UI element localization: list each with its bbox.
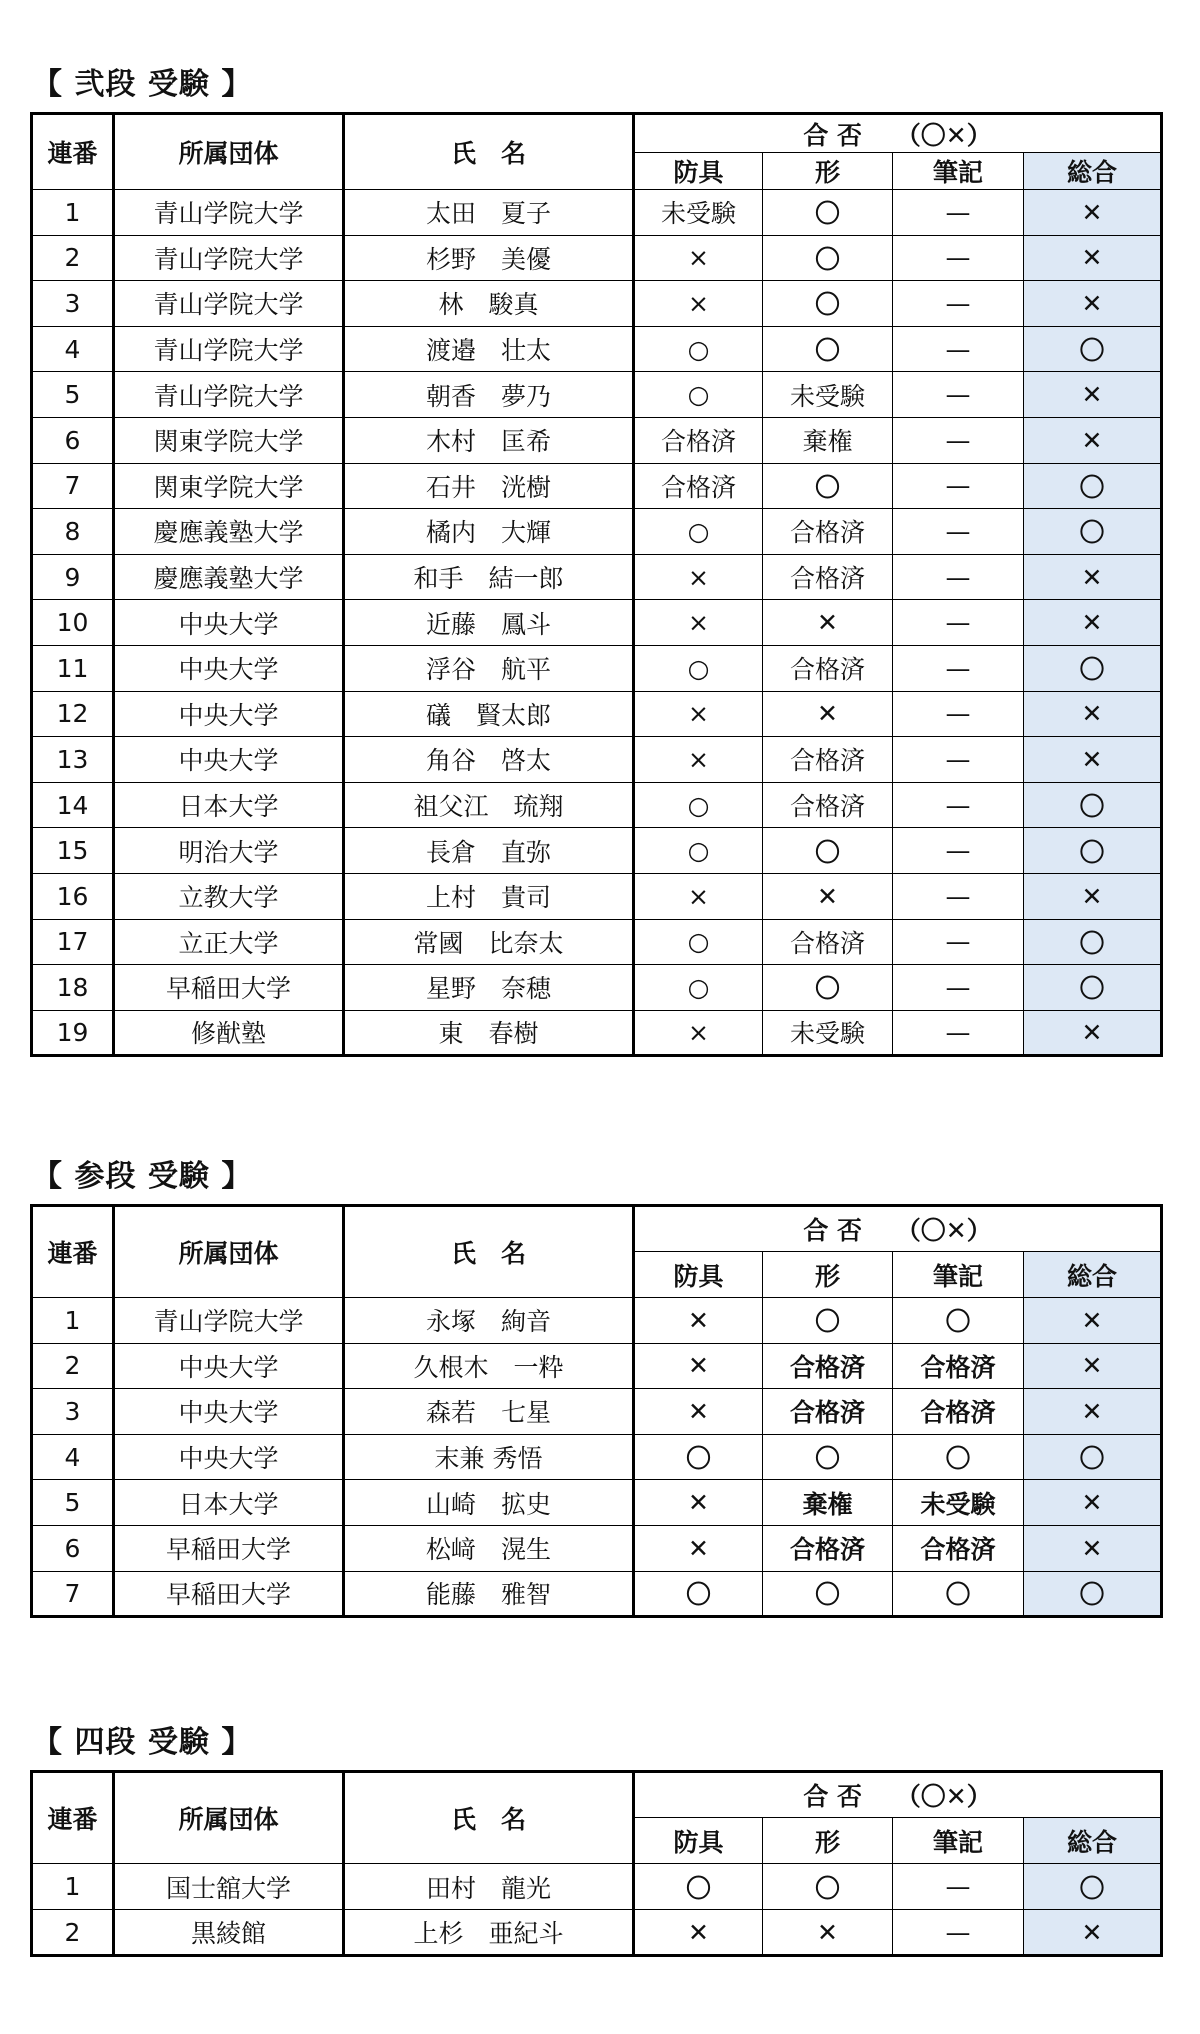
cell-org: 日本大学 [114, 782, 344, 828]
cell-seq: 3 [32, 1389, 114, 1435]
cell-bogu: ○ [634, 828, 763, 874]
table-row [32, 372, 1162, 418]
cell-org: 国士舘大学 [114, 1864, 344, 1910]
cell-kata: 〇 [763, 1434, 893, 1480]
cell-bogu: 合格済 [634, 417, 763, 463]
cell-sogo: ✕ [1024, 417, 1162, 463]
cell-seq: 9 [32, 554, 114, 600]
cell-kata: ✕ [763, 600, 893, 646]
cell-name: 近藤 鳳斗 [344, 600, 634, 646]
cell-bogu: × [634, 691, 763, 737]
cell-name: 石井 洸樹 [344, 463, 634, 509]
cell-name: 末兼 秀悟 [344, 1434, 634, 1480]
table-row [32, 463, 1162, 509]
table-row [32, 1389, 1162, 1435]
cell-kata: 合格済 [763, 737, 893, 783]
cell-hikki: — [893, 463, 1024, 509]
table-row [32, 417, 1162, 463]
cell-name: 森若 七星 [344, 1389, 634, 1435]
header-hikki: 筆記 [893, 1818, 1024, 1864]
cell-name: 田村 龍光 [344, 1864, 634, 1910]
table-row [32, 691, 1162, 737]
cell-name: 杉野 美優 [344, 235, 634, 281]
cell-seq: 2 [32, 1910, 114, 1956]
table-row [32, 326, 1162, 372]
cell-sogo: 〇 [1024, 919, 1162, 965]
cell-sogo: 〇 [1024, 782, 1162, 828]
cell-bogu: × [634, 235, 763, 281]
table-row [32, 1910, 1162, 1956]
cell-bogu: ✕ [634, 1343, 763, 1389]
table-row [32, 1298, 1162, 1344]
cell-seq: 12 [32, 691, 114, 737]
cell-org: 慶應義塾大学 [114, 554, 344, 600]
cell-org: 関東学院大学 [114, 463, 344, 509]
cell-sogo: 〇 [1024, 1864, 1162, 1910]
cell-hikki: — [893, 1864, 1024, 1910]
cell-hikki: 未受験 [893, 1480, 1024, 1526]
cell-bogu: × [634, 281, 763, 327]
cell-org: 立正大学 [114, 919, 344, 965]
cell-bogu: 合格済 [634, 463, 763, 509]
cell-seq: 1 [32, 1298, 114, 1344]
header-bogu: 防具 [634, 153, 763, 190]
cell-org: 中央大学 [114, 737, 344, 783]
cell-org: 早稲田大学 [114, 965, 344, 1011]
cell-sogo: 〇 [1024, 1434, 1162, 1480]
cell-name: 長倉 直弥 [344, 828, 634, 874]
cell-sogo: 〇 [1024, 828, 1162, 874]
cell-hikki: — [893, 372, 1024, 418]
cell-bogu: 未受験 [634, 190, 763, 236]
cell-hikki: — [893, 1910, 1024, 1956]
cell-kata: 合格済 [763, 645, 893, 691]
cell-name: 上杉 亜紀斗 [344, 1910, 634, 1956]
cell-hikki: — [893, 281, 1024, 327]
table-row [32, 1434, 1162, 1480]
cell-seq: 10 [32, 600, 114, 646]
cell-kata: 〇 [763, 190, 893, 236]
cell-kata: 未受験 [763, 372, 893, 418]
cell-name: 浮谷 航平 [344, 645, 634, 691]
cell-bogu: ✕ [634, 1525, 763, 1571]
cell-kata: 〇 [763, 326, 893, 372]
cell-seq: 19 [32, 1010, 114, 1056]
cell-org: 黒綾館 [114, 1910, 344, 1956]
cell-sogo: ✕ [1024, 600, 1162, 646]
cell-hikki: 〇 [893, 1298, 1024, 1344]
table-row [32, 281, 1162, 327]
table-row [32, 645, 1162, 691]
cell-sogo: ✕ [1024, 1298, 1162, 1344]
cell-seq: 8 [32, 509, 114, 555]
table-body [32, 1298, 1162, 1617]
cell-name: 太田 夏子 [344, 190, 634, 236]
cell-kata: 棄権 [763, 417, 893, 463]
cell-sogo: ✕ [1024, 691, 1162, 737]
cell-hikki: — [893, 326, 1024, 372]
cell-hikki: — [893, 919, 1024, 965]
header-seq: 連番 [32, 1206, 114, 1298]
cell-seq: 6 [32, 1525, 114, 1571]
cell-bogu: × [634, 873, 763, 919]
cell-org: 中央大学 [114, 600, 344, 646]
cell-bogu: ✕ [634, 1910, 763, 1956]
table-row [32, 554, 1162, 600]
cell-sogo: ✕ [1024, 1910, 1162, 1956]
cell-org: 青山学院大学 [114, 190, 344, 236]
section-title: 【 弐段 受験 】 [32, 67, 253, 102]
cell-kata: 合格済 [763, 782, 893, 828]
cell-kata: 合格済 [763, 1343, 893, 1389]
table-row [32, 737, 1162, 783]
cell-name: 山崎 拡史 [344, 1480, 634, 1526]
cell-org: 修猷塾 [114, 1010, 344, 1056]
cell-hikki: — [893, 965, 1024, 1011]
cell-hikki: — [893, 645, 1024, 691]
cell-sogo: 〇 [1024, 326, 1162, 372]
cell-org: 中央大学 [114, 691, 344, 737]
cell-sogo: 〇 [1024, 645, 1162, 691]
cell-bogu: ○ [634, 326, 763, 372]
table-row [32, 782, 1162, 828]
cell-bogu: 〇 [634, 1864, 763, 1910]
cell-kata: 合格済 [763, 1389, 893, 1435]
cell-name: 朝香 夢乃 [344, 372, 634, 418]
header-bogu: 防具 [634, 1252, 763, 1298]
header-kata: 形 [763, 1252, 893, 1298]
results-table [30, 1204, 1163, 1618]
cell-sogo: ✕ [1024, 190, 1162, 236]
cell-kata: 〇 [763, 1864, 893, 1910]
cell-bogu: ○ [634, 509, 763, 555]
cell-hikki: 合格済 [893, 1343, 1024, 1389]
cell-seq: 4 [32, 1434, 114, 1480]
cell-name: 星野 奈穂 [344, 965, 634, 1011]
cell-seq: 4 [32, 326, 114, 372]
section-yondan [30, 1716, 1160, 1957]
cell-name: 久根木 一粋 [344, 1343, 634, 1389]
cell-bogu: ✕ [634, 1389, 763, 1435]
cell-name: 橘内 大輝 [344, 509, 634, 555]
header-name: 氏 名 [344, 1772, 634, 1864]
section-title: 【 参段 受験 】 [32, 1159, 253, 1194]
section-nidan [30, 58, 1160, 1057]
cell-hikki: — [893, 782, 1024, 828]
cell-seq: 5 [32, 1480, 114, 1526]
cell-bogu: 〇 [634, 1571, 763, 1617]
cell-hikki: — [893, 554, 1024, 600]
results-table [30, 1770, 1163, 1957]
cell-org: 早稲田大学 [114, 1571, 344, 1617]
cell-name: 松﨑 滉生 [344, 1525, 634, 1571]
header-org: 所属団体 [114, 114, 344, 190]
cell-org: 明治大学 [114, 828, 344, 874]
cell-hikki: — [893, 509, 1024, 555]
section-sandan [30, 1150, 1160, 1618]
cell-sogo: ✕ [1024, 1525, 1162, 1571]
cell-bogu: ○ [634, 919, 763, 965]
cell-org: 青山学院大学 [114, 235, 344, 281]
cell-sogo: ✕ [1024, 1480, 1162, 1526]
cell-name: 木村 匡希 [344, 417, 634, 463]
cell-kata: 〇 [763, 965, 893, 1011]
cell-name: 東 春樹 [344, 1010, 634, 1056]
header-result: 合 否 （〇✕） [634, 1206, 1162, 1252]
cell-name: 能藤 雅智 [344, 1571, 634, 1617]
cell-bogu: × [634, 1010, 763, 1056]
cell-kata: ✕ [763, 1910, 893, 1956]
table-row [32, 235, 1162, 281]
cell-bogu: ○ [634, 782, 763, 828]
cell-bogu: ✕ [634, 1298, 763, 1344]
cell-kata: 未受験 [763, 1010, 893, 1056]
cell-bogu: × [634, 600, 763, 646]
header-kata: 形 [763, 153, 893, 190]
cell-kata: ✕ [763, 691, 893, 737]
cell-name: 祖父江 琉翔 [344, 782, 634, 828]
cell-name: 礒 賢太郎 [344, 691, 634, 737]
cell-sogo: ✕ [1024, 554, 1162, 600]
section-title: 【 四段 受験 】 [32, 1725, 253, 1760]
header-seq: 連番 [32, 1772, 114, 1864]
cell-hikki: — [893, 235, 1024, 281]
table-row [32, 1010, 1162, 1056]
cell-bogu: ✕ [634, 1480, 763, 1526]
cell-sogo: ✕ [1024, 737, 1162, 783]
cell-name: 常國 比奈太 [344, 919, 634, 965]
cell-org: 青山学院大学 [114, 1298, 344, 1344]
cell-seq: 13 [32, 737, 114, 783]
cell-kata: 〇 [763, 235, 893, 281]
cell-org: 中央大学 [114, 1434, 344, 1480]
cell-kata: 〇 [763, 463, 893, 509]
cell-sogo: ✕ [1024, 235, 1162, 281]
cell-hikki: 合格済 [893, 1389, 1024, 1435]
header-result: 合 否 （〇✕） [634, 1772, 1162, 1818]
cell-name: 林 駿真 [344, 281, 634, 327]
header-org: 所属団体 [114, 1772, 344, 1864]
cell-bogu: ○ [634, 645, 763, 691]
header-name: 氏 名 [344, 114, 634, 190]
table-row [32, 600, 1162, 646]
cell-name: 上村 貴司 [344, 873, 634, 919]
cell-kata: 合格済 [763, 554, 893, 600]
table-row [32, 1571, 1162, 1617]
cell-bogu: ○ [634, 965, 763, 1011]
cell-hikki: 〇 [893, 1434, 1024, 1480]
header-hikki: 筆記 [893, 1252, 1024, 1298]
cell-bogu: 〇 [634, 1434, 763, 1480]
cell-name: 渡邉 壮太 [344, 326, 634, 372]
cell-seq: 3 [32, 281, 114, 327]
table-row [32, 1525, 1162, 1571]
cell-hikki: — [893, 873, 1024, 919]
cell-hikki: — [893, 1010, 1024, 1056]
cell-org: 青山学院大学 [114, 281, 344, 327]
cell-seq: 18 [32, 965, 114, 1011]
table-row [32, 965, 1162, 1011]
table-body [32, 1864, 1162, 1956]
results-table [30, 112, 1163, 1057]
cell-org: 立教大学 [114, 873, 344, 919]
cell-hikki: — [893, 737, 1024, 783]
cell-org: 中央大学 [114, 1389, 344, 1435]
cell-sogo: ✕ [1024, 1389, 1162, 1435]
cell-seq: 11 [32, 645, 114, 691]
cell-kata: 〇 [763, 828, 893, 874]
cell-seq: 7 [32, 463, 114, 509]
header-bogu: 防具 [634, 1818, 763, 1864]
cell-org: 関東学院大学 [114, 417, 344, 463]
cell-org: 青山学院大学 [114, 326, 344, 372]
cell-hikki: — [893, 828, 1024, 874]
table-row [32, 1864, 1162, 1910]
cell-seq: 5 [32, 372, 114, 418]
cell-hikki: — [893, 600, 1024, 646]
cell-seq: 2 [32, 235, 114, 281]
cell-sogo: 〇 [1024, 1571, 1162, 1617]
cell-org: 中央大学 [114, 645, 344, 691]
table-row [32, 873, 1162, 919]
cell-name: 和手 結一郎 [344, 554, 634, 600]
header-sogo: 総合 [1024, 1252, 1162, 1298]
cell-seq: 17 [32, 919, 114, 965]
cell-org: 中央大学 [114, 1343, 344, 1389]
cell-hikki: 〇 [893, 1571, 1024, 1617]
cell-kata: 〇 [763, 281, 893, 327]
cell-sogo: ✕ [1024, 1343, 1162, 1389]
cell-bogu: × [634, 737, 763, 783]
cell-sogo: ✕ [1024, 1010, 1162, 1056]
table-row [32, 509, 1162, 555]
cell-sogo: ✕ [1024, 372, 1162, 418]
header-sogo: 総合 [1024, 1818, 1162, 1864]
cell-sogo: 〇 [1024, 463, 1162, 509]
cell-sogo: 〇 [1024, 509, 1162, 555]
cell-kata: 棄権 [763, 1480, 893, 1526]
cell-seq: 2 [32, 1343, 114, 1389]
cell-hikki: — [893, 691, 1024, 737]
cell-kata: 〇 [763, 1571, 893, 1617]
cell-org: 日本大学 [114, 1480, 344, 1526]
header-kata: 形 [763, 1818, 893, 1864]
header-org: 所属団体 [114, 1206, 344, 1298]
table-body [32, 190, 1162, 1056]
cell-org: 早稲田大学 [114, 1525, 344, 1571]
cell-seq: 6 [32, 417, 114, 463]
table-row [32, 828, 1162, 874]
header-sogo: 総合 [1024, 153, 1162, 190]
table-row [32, 919, 1162, 965]
cell-bogu: × [634, 554, 763, 600]
cell-kata: 〇 [763, 1298, 893, 1344]
cell-hikki: 合格済 [893, 1525, 1024, 1571]
cell-kata: 合格済 [763, 1525, 893, 1571]
cell-seq: 14 [32, 782, 114, 828]
cell-name: 角谷 啓太 [344, 737, 634, 783]
table-row [32, 190, 1162, 236]
cell-bogu: ○ [634, 372, 763, 418]
header-seq: 連番 [32, 114, 114, 190]
cell-org: 慶應義塾大学 [114, 509, 344, 555]
cell-seq: 7 [32, 1571, 114, 1617]
cell-hikki: — [893, 190, 1024, 236]
cell-hikki: — [893, 417, 1024, 463]
cell-seq: 1 [32, 190, 114, 236]
cell-kata: 合格済 [763, 509, 893, 555]
cell-seq: 16 [32, 873, 114, 919]
table-row [32, 1480, 1162, 1526]
cell-kata: ✕ [763, 873, 893, 919]
cell-sogo: ✕ [1024, 873, 1162, 919]
cell-name: 永塚 絢音 [344, 1298, 634, 1344]
cell-seq: 15 [32, 828, 114, 874]
table-row [32, 1343, 1162, 1389]
cell-kata: 合格済 [763, 919, 893, 965]
cell-sogo: ✕ [1024, 281, 1162, 327]
cell-seq: 1 [32, 1864, 114, 1910]
cell-sogo: 〇 [1024, 965, 1162, 1011]
header-hikki: 筆記 [893, 153, 1024, 190]
header-result: 合 否 （〇✕） [634, 114, 1162, 153]
cell-org: 青山学院大学 [114, 372, 344, 418]
header-name: 氏 名 [344, 1206, 634, 1298]
